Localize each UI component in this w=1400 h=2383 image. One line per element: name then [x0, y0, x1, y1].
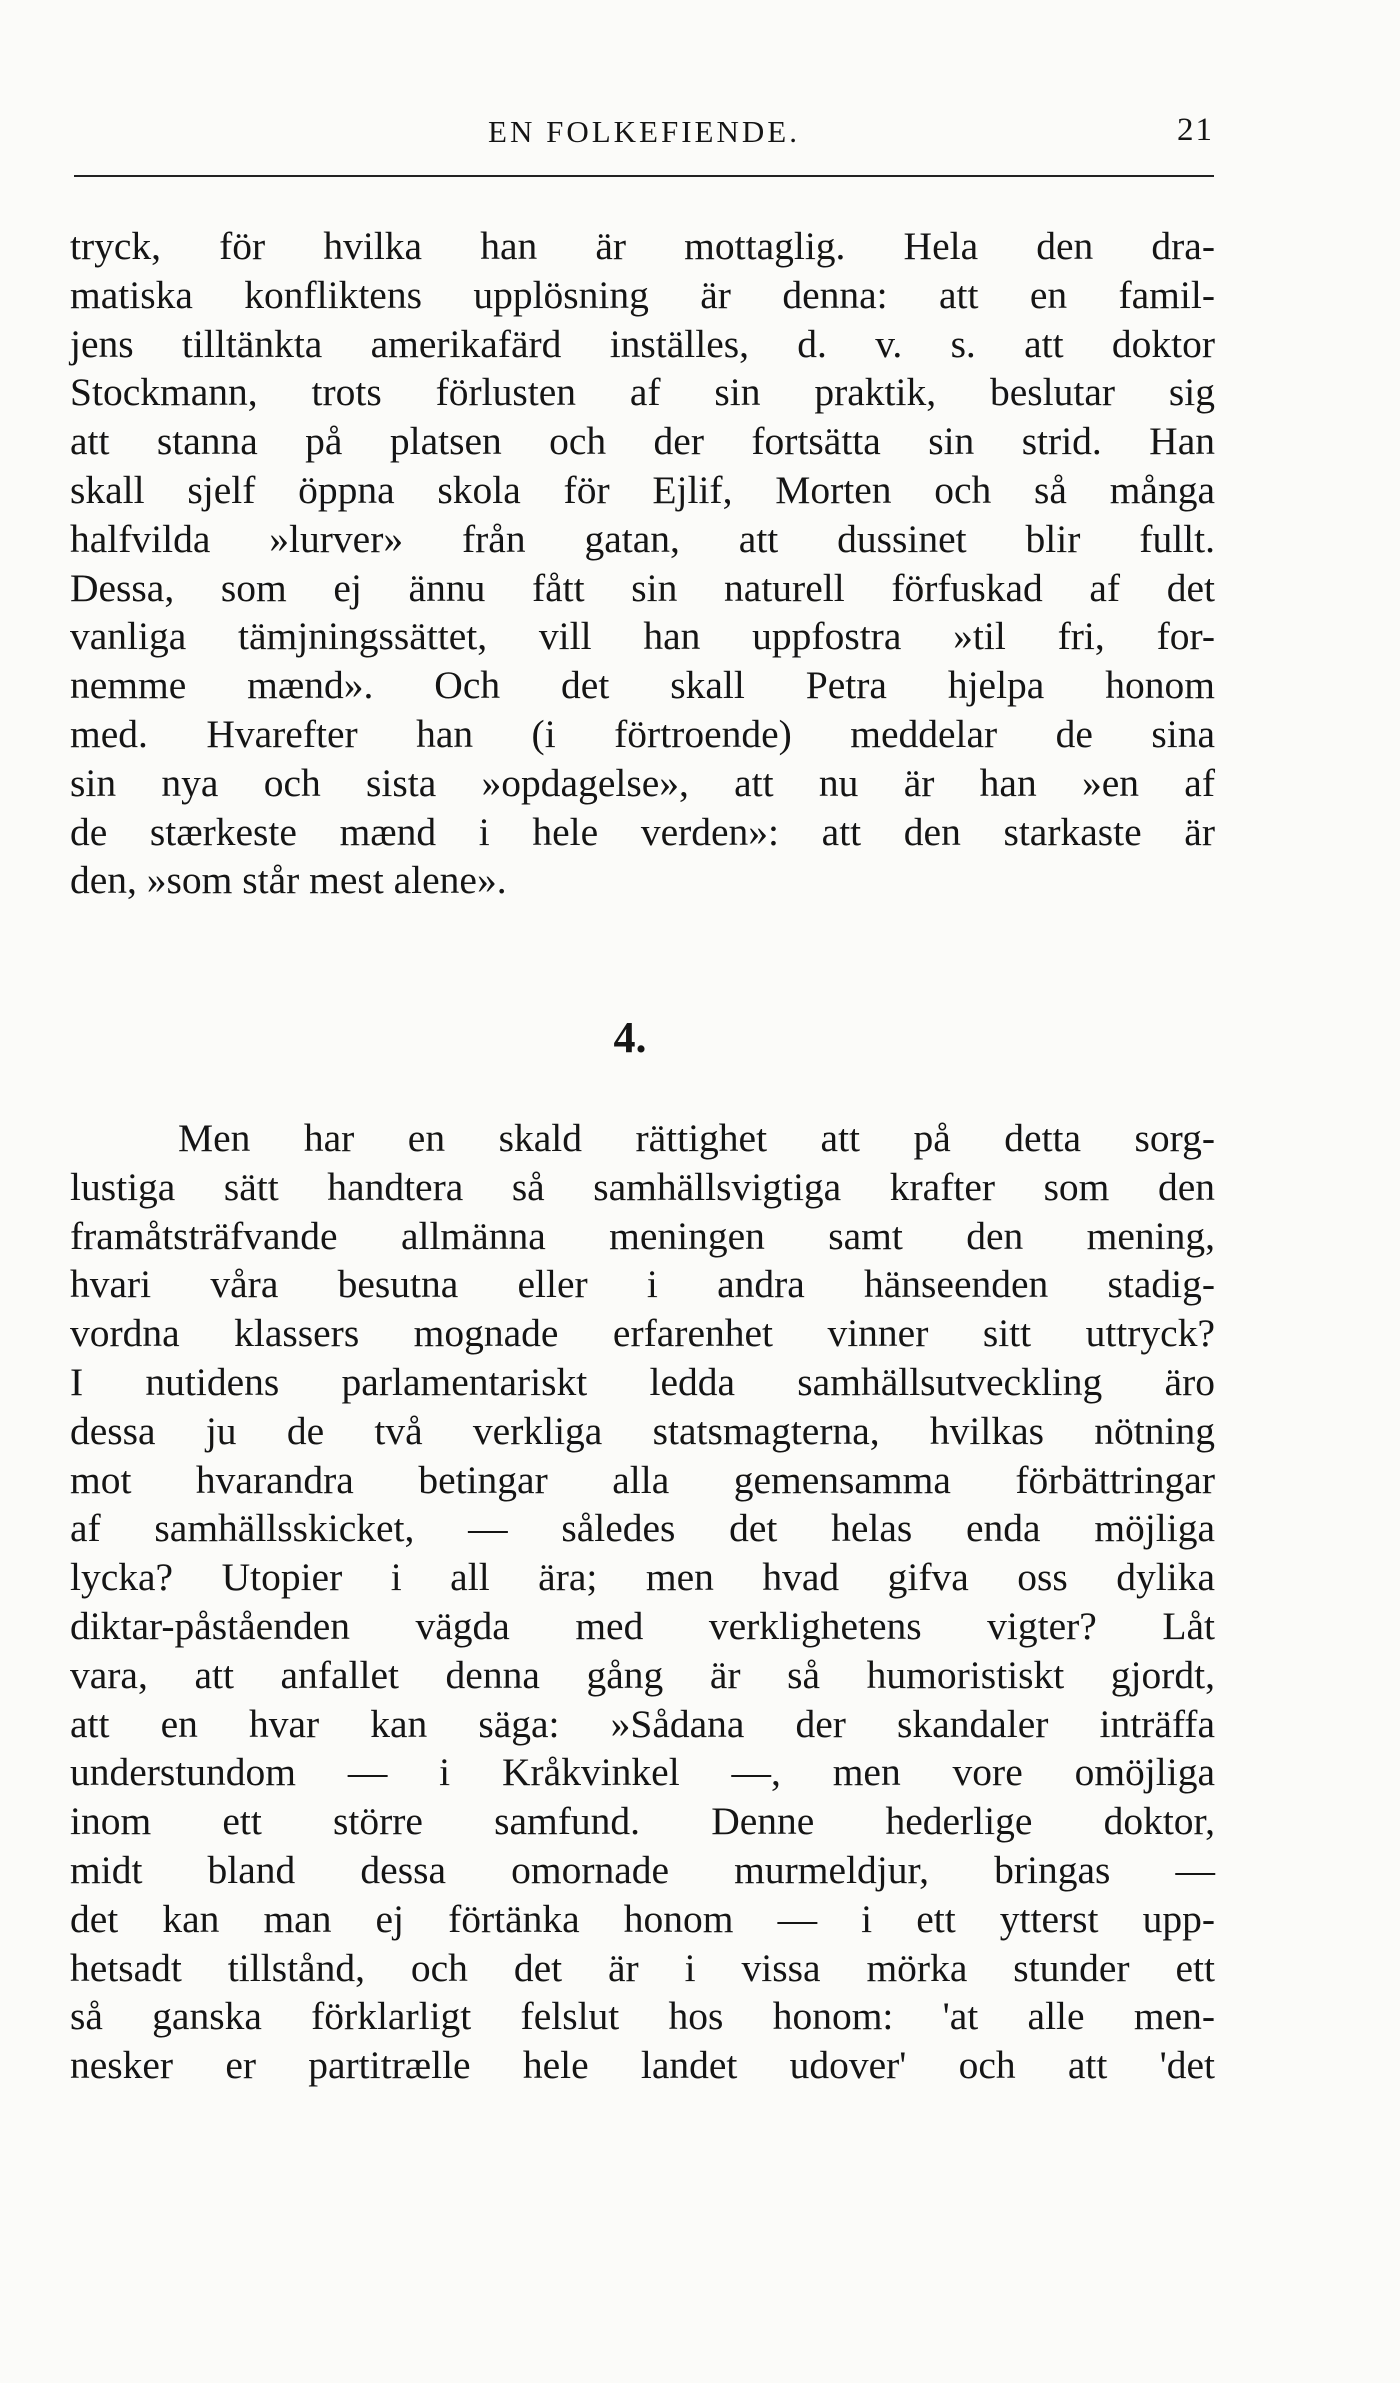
text-line: af samhällsskicket, — således det helas enda möjliga: [70, 1506, 1215, 1551]
text-line: diktar-påståenden vägda med verklighetens vigter? Låt: [70, 1603, 1215, 1648]
text-line: vanliga tämjningssättet, vill han uppfostra »til fri, for-: [70, 614, 1215, 659]
text-line: Stockmann, trots förlusten af sin praktik, beslutar sig: [70, 370, 1215, 415]
text-line: lustiga sätt handtera så samhällsvigtiga krafter som den: [70, 1164, 1215, 1209]
text-line: mot hvarandra betingar alla gemensamma förbättringar: [70, 1457, 1215, 1502]
text-line: hetsadt tillstånd, och det är i vissa mörka stunder ett: [70, 1945, 1215, 1990]
text-line: att stanna på platsen och der fortsätta sin strid. Han: [70, 419, 1215, 464]
text-line: vara, att anfallet denna gång är så humoristiskt gjordt,: [70, 1652, 1215, 1697]
page-number: 21: [1177, 112, 1214, 148]
paragraph-section-4: [70, 1114, 1215, 2090]
text-line: midt bland dessa omornade murmeldjur, bringas —: [70, 1847, 1215, 1892]
text-line: med. Hvarefter han (i förtroende) meddelar de sina: [70, 711, 1215, 756]
text-line: så ganska förklarligt felslut hos honom: 'at alle men-: [70, 1994, 1215, 2039]
text-line: I nutidens parlamentariskt ledda samhällsutveckling äro: [70, 1359, 1215, 1404]
text-line: skall sjelf öppna skola för Ejlif, Morten och så många: [70, 467, 1215, 512]
text-line: det kan man ej förtänka honom — i ett ytterst upp-: [70, 1896, 1215, 1941]
text-line: halfvilda »lurver» från gatan, att dussinet blir fullt.: [70, 516, 1215, 561]
text-line: framåtsträfvande allmänna meningen samt den mening,: [70, 1213, 1215, 1258]
text-line: den, »som står mest alene».: [70, 858, 507, 903]
text-line: matiska konfliktens upplösning är denna: att en famil-: [70, 272, 1215, 317]
text-line: lycka? Utopier i all ära; men hvad gifva oss dylika: [70, 1555, 1215, 1600]
text-line: inom ett större samfund. Denne hederlige doktor,: [70, 1799, 1215, 1844]
text-line: sin nya och sista »opdagelse», att nu är han »en af: [70, 760, 1215, 805]
running-title: EN FOLKEFIENDE.: [488, 114, 800, 149]
header-rule: [74, 175, 1214, 177]
section-number: 4.: [613, 1013, 647, 1062]
text-line: Men har en skald rättighet att på detta sorg-: [178, 1116, 1215, 1160]
text-line: understundom — i Kråkvinkel —, men vore omöjliga: [70, 1750, 1215, 1795]
paragraph-continued: [70, 222, 1215, 905]
text-line: tryck, för hvilka han är mottaglig. Hela den dra-: [70, 224, 1215, 268]
text-line: Dessa, som ej ännu fått sin naturell förfuskad af det: [70, 565, 1215, 610]
text-line: de stærkeste mænd i hele verden»: att den starkaste är: [70, 809, 1215, 854]
text-line: nemme mænd». Och det skall Petra hjelpa honom: [70, 663, 1215, 708]
text-line: att en hvar kan säga: »Sådana der skandaler inträffa: [70, 1701, 1215, 1746]
text-line: nesker er partitrælle hele landet udover' och att 'det: [70, 2043, 1215, 2088]
text-line: dessa ju de två verkliga statsmagterna, hvilkas nötning: [70, 1408, 1215, 1453]
text-line: jens tilltänkta amerikafärd inställes, d. v. s. att doktor: [70, 321, 1215, 366]
text-line: vordna klassers mognade erfarenhet vinner sitt uttryck?: [70, 1311, 1215, 1356]
running-header: [74, 112, 1214, 154]
text-line: hvari våra besutna eller i andra hänseenden stadig-: [70, 1262, 1215, 1307]
